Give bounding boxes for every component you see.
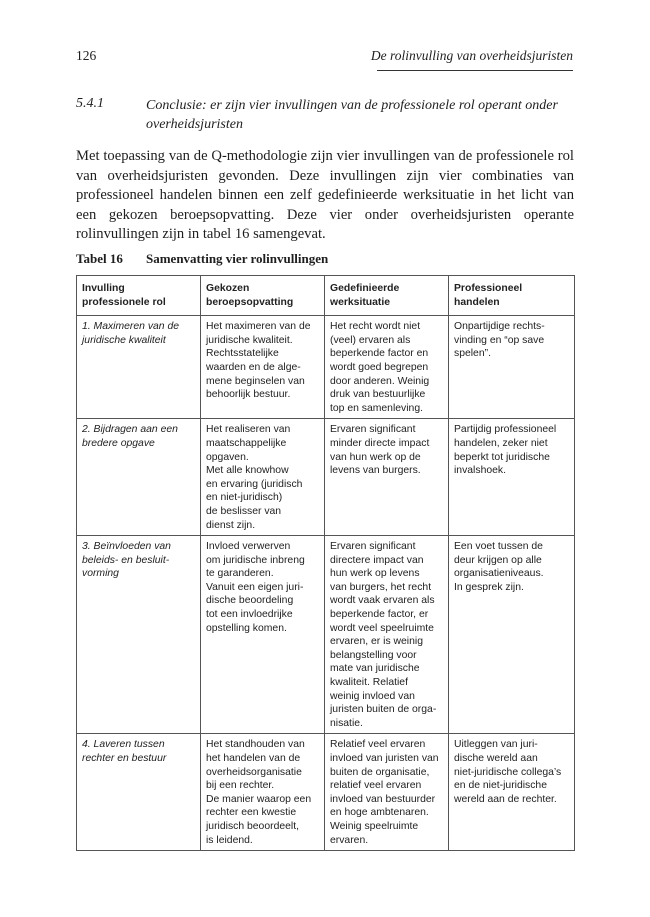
- table-row: [77, 419, 575, 536]
- table-cell: Uitleggen van juri- dische wereld aan niet-juridische collega’s en de niet-juridische wereld aan de rechter.: [449, 734, 575, 851]
- table-label: Tabel 16: [76, 251, 123, 266]
- table-cell: Partijdig professioneel handelen, zeker niet beperkt tot juridische invalshoek.: [449, 419, 575, 536]
- table-cell: Relatief veel ervaren invloed van juristen van buiten de organisatie, relatief veel ervaren invloed van bestuurder en hoge ambtenaren. Weinig speelruimte ervaren.: [325, 734, 449, 851]
- body-paragraph: Met toepassing van de Q-methodologie zijn vier invullingen van de professionele rol van overheidsjuristen gevonden. Deze invullingen zijn vier combinaties van professioneel handelen binnen een zelf gedefinieerde werksituatie in het licht van een gekozen beroepsopvatting. Deze vier onder overheidsjuristen operante rolinvullingen zijn in tabel 16 samengevat.: [76, 148, 574, 243]
- role-cell: 3. Beïnvloeden van beleids- en besluit- vorming: [77, 536, 201, 734]
- table-row: [77, 536, 575, 734]
- header-professional-view: Gekozen beroepsopvatting: [201, 276, 325, 316]
- table-header-row: [77, 276, 575, 316]
- table-cell: Het recht wordt niet (veel) ervaren als beperkende factor en wordt goed begrepen door anderen. Weinig druk van bestuurlijke top en samenleving.: [325, 316, 449, 419]
- table-cell: Een voet tussen de deur krijgen op alle organisatieniveaus. In gesprek zijn.: [449, 536, 575, 734]
- page-number: 126: [76, 48, 97, 63]
- table-cell: Het maximeren van de juridische kwaliteit. Rechtsstatelijke waarden en de alge- mene beginselen van behoorlijk bestuur.: [201, 316, 325, 419]
- table-cell: Invloed verwerven om juridische inbreng te garanderen. Vanuit een eigen juri- dische beoordeling tot een invloedrijke opstelling komen.: [201, 536, 325, 734]
- section-title: Conclusie: er zijn vier invullingen van de professionele rol operant onder overheidsjuristen: [146, 98, 558, 132]
- summary-table: [76, 275, 575, 851]
- table-row: [77, 734, 575, 851]
- table-cell: Onpartijdige rechts- vinding en “op save spelen”.: [449, 316, 575, 419]
- section-number: 5.4.1: [76, 96, 104, 111]
- table-title: Samenvatting vier rolinvullingen: [146, 251, 329, 266]
- role-cell: 1. Maximeren van de juridische kwaliteit: [77, 316, 201, 419]
- table-cell: Ervaren significant directere impact van hun werk op levens van burgers, het recht wordt vaak ervaren als beperkende factor, er wordt veel speelruimte ervaren, er is weinig belangstelling voor mate van juridische kwaliteit. Relatief weinig invloed van juristen buiten de orga- nisatie.: [325, 536, 449, 734]
- header-work-situation: Gedefinieerde werksituatie: [325, 276, 449, 316]
- role-cell: 4. Laveren tussen rechter en bestuur: [77, 734, 201, 851]
- role-cell: 2. Bijdragen aan een bredere opgave: [77, 419, 201, 536]
- header-professional-action: Professioneel handelen: [449, 276, 575, 316]
- table-cell: Het realiseren van maatschappelijke opgaven. Met alle knowhow en ervaring (juridisch en niet-juridisch) de beslisser van dienst zijn.: [201, 419, 325, 536]
- running-title: De rolinvulling van overheidsjuristen: [370, 48, 573, 63]
- table-cell: Ervaren significant minder directe impact van hun werk op de levens van burgers.: [325, 419, 449, 536]
- header-rule: [377, 70, 573, 71]
- table-row: [77, 316, 575, 419]
- header-role: Invulling professionele rol: [77, 276, 201, 316]
- table-cell: Het standhouden van het handelen van de overheidsorganisatie bij een rechter. De manier waarop een rechter een kwestie juridisch beoordeelt, is leidend.: [201, 734, 325, 851]
